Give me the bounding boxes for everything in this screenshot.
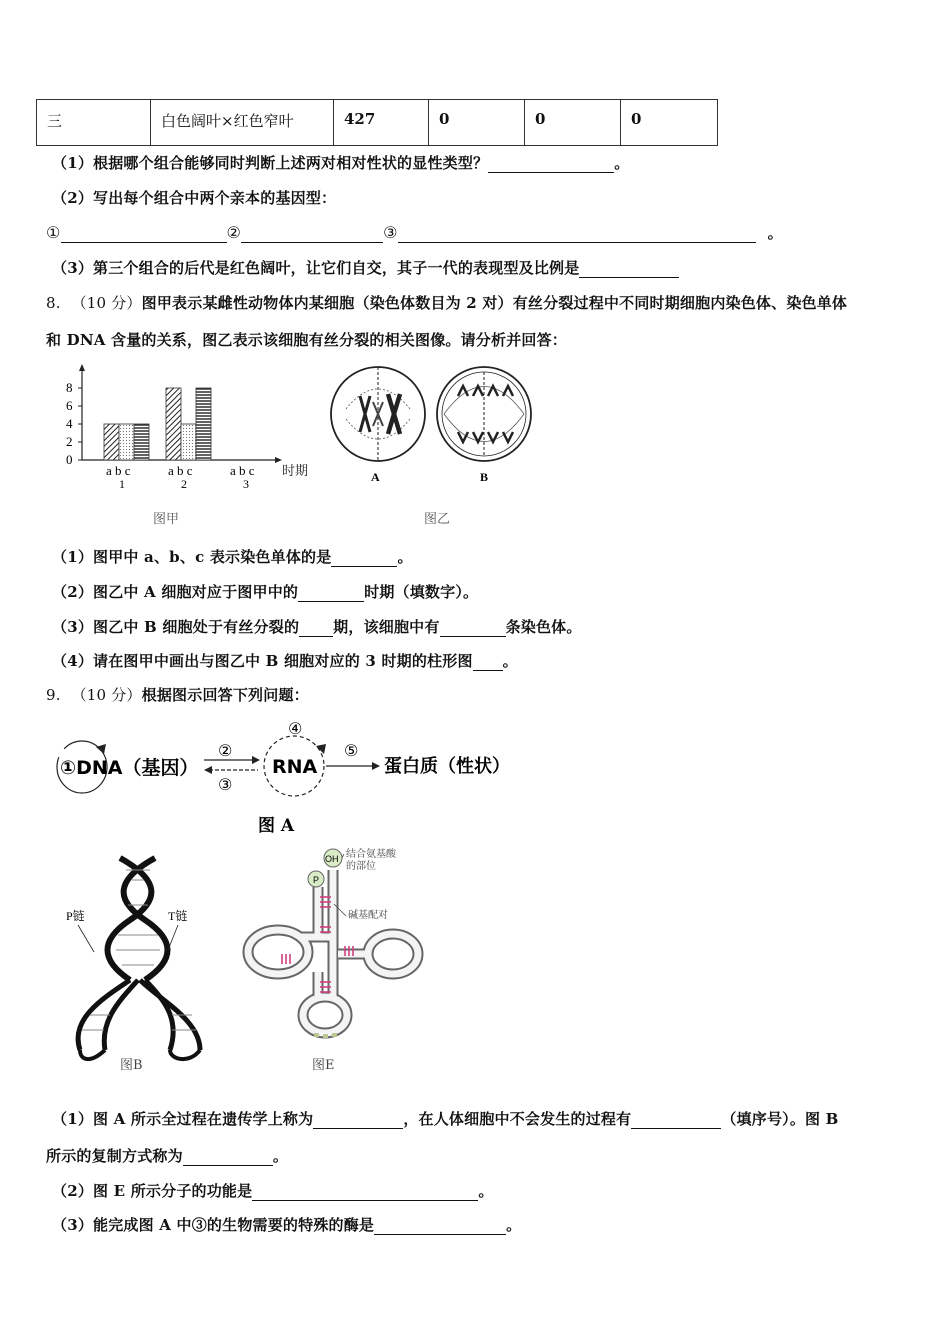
figure-b-dna-replication (60, 850, 220, 1076)
figure-yi-cells (326, 364, 536, 494)
answer-blank[interactable] (183, 1151, 273, 1166)
answer-blank[interactable] (488, 158, 614, 173)
bar-b-period-1 (119, 424, 134, 460)
q8-sub2-text: （2）图乙中 A 细胞对应于图甲中的 (52, 583, 299, 601)
q7-sub2-end: 。 (767, 224, 783, 242)
p-chain-label: P链 (66, 909, 85, 923)
q9-sub3 (52, 1214, 521, 1235)
cell-b (437, 367, 531, 461)
q8-sub4-text: （4）请在图甲中画出与图乙中 B 细胞对应的 3 时期的柱形图 (52, 652, 473, 670)
step-5-label: ⑤ (344, 741, 359, 760)
figure-e-caption: 图E (312, 1058, 335, 1073)
y-tick-label: 0 (66, 452, 73, 467)
figure-b-caption: 图B (120, 1058, 143, 1073)
q8-sub4 (52, 650, 518, 671)
x-axis-label: 时期 (282, 463, 309, 478)
rna-label: RNA (272, 756, 318, 778)
question-score: （10 分） (71, 686, 142, 704)
protein-trait-label: 蛋白质（性状） (384, 756, 510, 777)
table-row (37, 100, 718, 146)
series-letter-label: a b c (168, 463, 193, 478)
answer-blank[interactable] (631, 1114, 721, 1129)
period-label: 3 (243, 477, 249, 491)
q8-sub1 (52, 546, 413, 567)
q9-sub1-text-3: （填序号）。图 B (721, 1110, 839, 1128)
y-tick-label: 6 (66, 398, 73, 413)
figure-e-trna (238, 842, 438, 1052)
q9-sub2-text: （2）图 E 所示分子的功能是 (52, 1182, 253, 1200)
circled-two: ② (226, 223, 242, 242)
trna-inner (248, 870, 418, 1033)
cell-b-label: B (480, 470, 489, 484)
figure-a-central-dogma (54, 714, 544, 840)
q7-sub1-text: （1）根据哪个组合能够同时判断上述两对相对性状的显性类型？ (52, 154, 489, 172)
step-2-label: ② (218, 741, 233, 760)
amino-site-label-1: 结合氨基酸 (346, 849, 396, 860)
q9-stem-text: 根据图示回答下列问题： (141, 686, 309, 704)
answer-blank[interactable] (579, 263, 679, 278)
q8-stem-text: 图甲表示某雌性动物体内某细胞（染色体数目为 2 对）有丝分裂过程中不同时期细胞内染色体、染色单体 (141, 294, 848, 312)
bar-c-period-2 (196, 388, 211, 460)
y-tick-label: 4 (66, 416, 73, 431)
q7-sub2-answers (46, 222, 783, 243)
q8-sub2 (52, 581, 478, 602)
figure-jia-bar-chart (56, 358, 326, 528)
bar-b-period-2 (181, 424, 196, 460)
amino-site-label-2: 的部位 (346, 861, 376, 872)
answer-blank[interactable] (473, 656, 503, 671)
answer-blank[interactable] (252, 1186, 478, 1201)
base-pair-label: 碱基配对 (348, 910, 388, 921)
p-label: P (313, 875, 320, 885)
q7-sub3-text: （3）第三个组合的后代是红色阔叶，让它们自交，其子一代的表现型及比例是 (52, 259, 580, 277)
dna-gene-label: ①DNA（基因） (60, 757, 199, 779)
table-cell: 0 (429, 100, 525, 146)
q9-stem (46, 684, 309, 705)
circled-one: ① (46, 223, 61, 242)
bar-a-period-2 (166, 388, 181, 460)
q8-stem-line2 (46, 329, 567, 350)
bar-c-period-1 (134, 424, 149, 460)
cell-a-label: A (371, 470, 380, 484)
q8-sub3-text-3: 条染色体。 (505, 618, 582, 636)
table-cell: 0 (621, 100, 718, 146)
series-letter-label: a b c (106, 463, 131, 478)
q9-sub1-cont (46, 1145, 288, 1166)
answer-blank[interactable] (374, 1220, 506, 1235)
q9-sub1 (52, 1108, 839, 1129)
q7-sub1 (52, 152, 629, 173)
q9-sub1-text-2: ，在人体细胞中不会发生的过程有 (403, 1110, 632, 1128)
step-4-label: ④ (288, 719, 303, 738)
q7-sub3 (52, 257, 679, 278)
y-tick-label: 2 (66, 434, 73, 449)
cell-a (331, 367, 425, 461)
figure-a-caption: 图 A (258, 816, 295, 836)
table-cell: 白色阔叶×红色窄叶 (151, 100, 334, 146)
bar-a-period-1 (104, 424, 119, 460)
t-chain-label: T链 (168, 909, 188, 923)
cross-result-table (36, 99, 718, 146)
question-number: 8. (46, 294, 61, 312)
figure-yi-caption: 图乙 (424, 512, 451, 527)
q7-sub1-end: 。 (614, 154, 630, 172)
q8-sub1-text: （1）图甲中 a、b、c 表示染色单体的是 (52, 548, 332, 566)
q8-sub3-text: （3）图乙中 B 细胞处于有丝分裂的 (52, 618, 300, 636)
q8-sub1-end: 。 (397, 548, 413, 566)
table-cell: 三 (37, 100, 151, 146)
answer-blank[interactable] (398, 228, 756, 243)
period-label: 1 (119, 477, 125, 491)
period-label: 2 (181, 477, 187, 491)
q7-sub2-text: （2）写出每个组合中两个亲本的基因型： (52, 189, 337, 207)
q8-stem-line1 (46, 292, 847, 313)
oh-label: OH (325, 854, 339, 864)
y-axis-arrow (79, 364, 85, 371)
q9-sub2-end: 。 (478, 1182, 494, 1200)
answer-blank[interactable] (313, 1114, 403, 1129)
series-letter-label: a b c (230, 463, 255, 478)
table-cell: 0 (525, 100, 621, 146)
q8-sub2-end: 时期（填数字）。 (364, 583, 479, 601)
q8-sub3 (52, 616, 582, 637)
table-cell: 427 (334, 100, 429, 146)
q8-stem-text-2: 和 DNA 含量的关系，图乙表示该细胞有丝分裂的相关图像。请分析并回答： (46, 331, 568, 349)
q9-sub1-end: 。 (272, 1147, 289, 1165)
answer-blank[interactable] (241, 228, 383, 243)
question-score: （10 分） (71, 294, 142, 312)
q7-sub2 (52, 187, 336, 208)
q9-sub1-text-4: 所示的复制方式称为 (46, 1147, 183, 1165)
q9-sub3-text: （3）能完成图 A 中③的生物需要的特殊的酶是 (52, 1216, 375, 1234)
q9-sub3-end: 。 (506, 1216, 522, 1234)
x-axis-arrow (275, 457, 282, 463)
figure-jia-caption: 图甲 (153, 512, 180, 527)
answer-blank[interactable] (61, 228, 227, 243)
q8-sub3-text-2: 期，该细胞中有 (333, 618, 440, 636)
circled-three: ③ (383, 223, 398, 242)
q8-sub4-end: 。 (502, 652, 518, 670)
question-number: 9. (46, 686, 61, 704)
y-tick-label: 8 (66, 380, 73, 395)
answer-blank[interactable] (440, 622, 506, 637)
answer-blank[interactable] (331, 552, 397, 567)
answer-blank[interactable] (299, 622, 333, 637)
q9-sub1-text: （1）图 A 所示全过程在遗传学上称为 (52, 1110, 314, 1128)
q9-sub2 (52, 1180, 494, 1201)
answer-blank[interactable] (298, 587, 364, 602)
step-3-label: ③ (218, 775, 233, 794)
